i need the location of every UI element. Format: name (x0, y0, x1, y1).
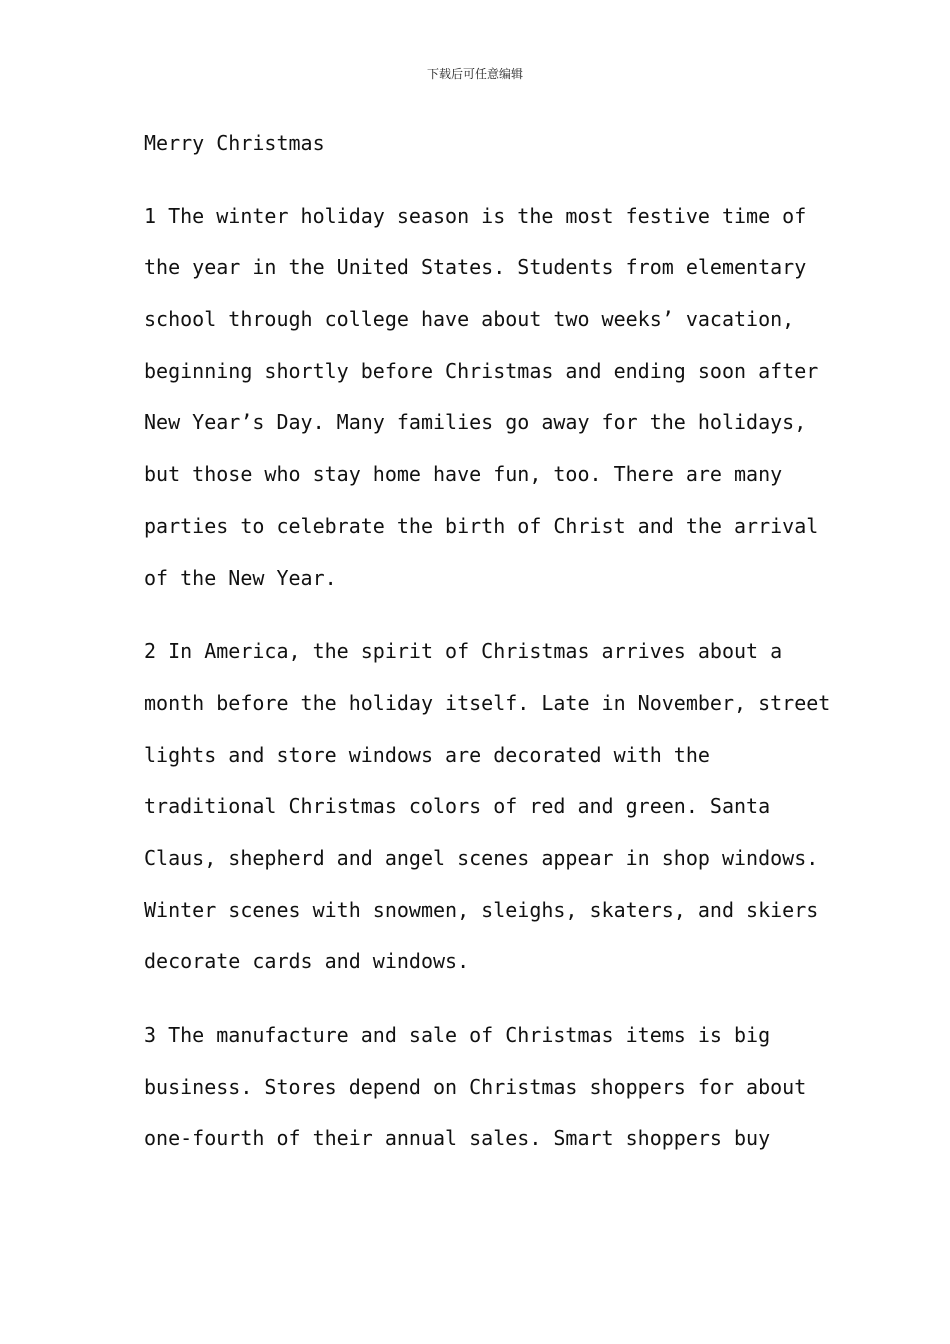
text-line: New Year’s Day. Many families go away for the holidays, (144, 410, 807, 435)
text-line: one-fourth of their annual sales. Smart shoppers buy (144, 1126, 771, 1151)
paragraph-1 (144, 191, 819, 605)
paragraph-2 (144, 626, 831, 988)
document-body (144, 118, 831, 1187)
text-line: school through college have about two weeks’ vacation, (144, 307, 795, 332)
text-line: traditional Christmas colors of red and green. Santa (144, 794, 771, 819)
text-line: beginning shortly before Christmas and ending soon after (144, 358, 819, 383)
text-line: Winter scenes with snowmen, sleighs, skaters, and skiers (144, 897, 819, 922)
text-line: 2 In America, the spirit of Christmas arrives about a (144, 639, 783, 664)
text-line: month before the holiday itself. Late in November, street (144, 690, 831, 715)
text-line: decorate cards and windows. (144, 949, 470, 974)
text-line: but those who stay home have fun, too. There are many (144, 462, 783, 487)
text-line: 1 The winter holiday season is the most festive time of (144, 203, 807, 228)
header-note: 下载后可任意编辑 (426, 67, 523, 81)
document-title: Merry Christmas (144, 131, 325, 155)
text-line: 3 The manufacture and sale of Christmas items is big (144, 1023, 771, 1048)
text-line: the year in the United States. Students from elementary (144, 255, 807, 280)
text-line: parties to celebrate the birth of Christ and the arrival (144, 513, 819, 538)
text-line: of the New Year. (144, 565, 337, 590)
text-line: Claus, shepherd and angel scenes appear in shop windows. (144, 845, 819, 870)
text-line: business. Stores depend on Christmas shoppers for about (144, 1074, 807, 1099)
text-line: lights and store windows are decorated with the (144, 742, 710, 767)
paragraph-3 (144, 1010, 814, 1165)
